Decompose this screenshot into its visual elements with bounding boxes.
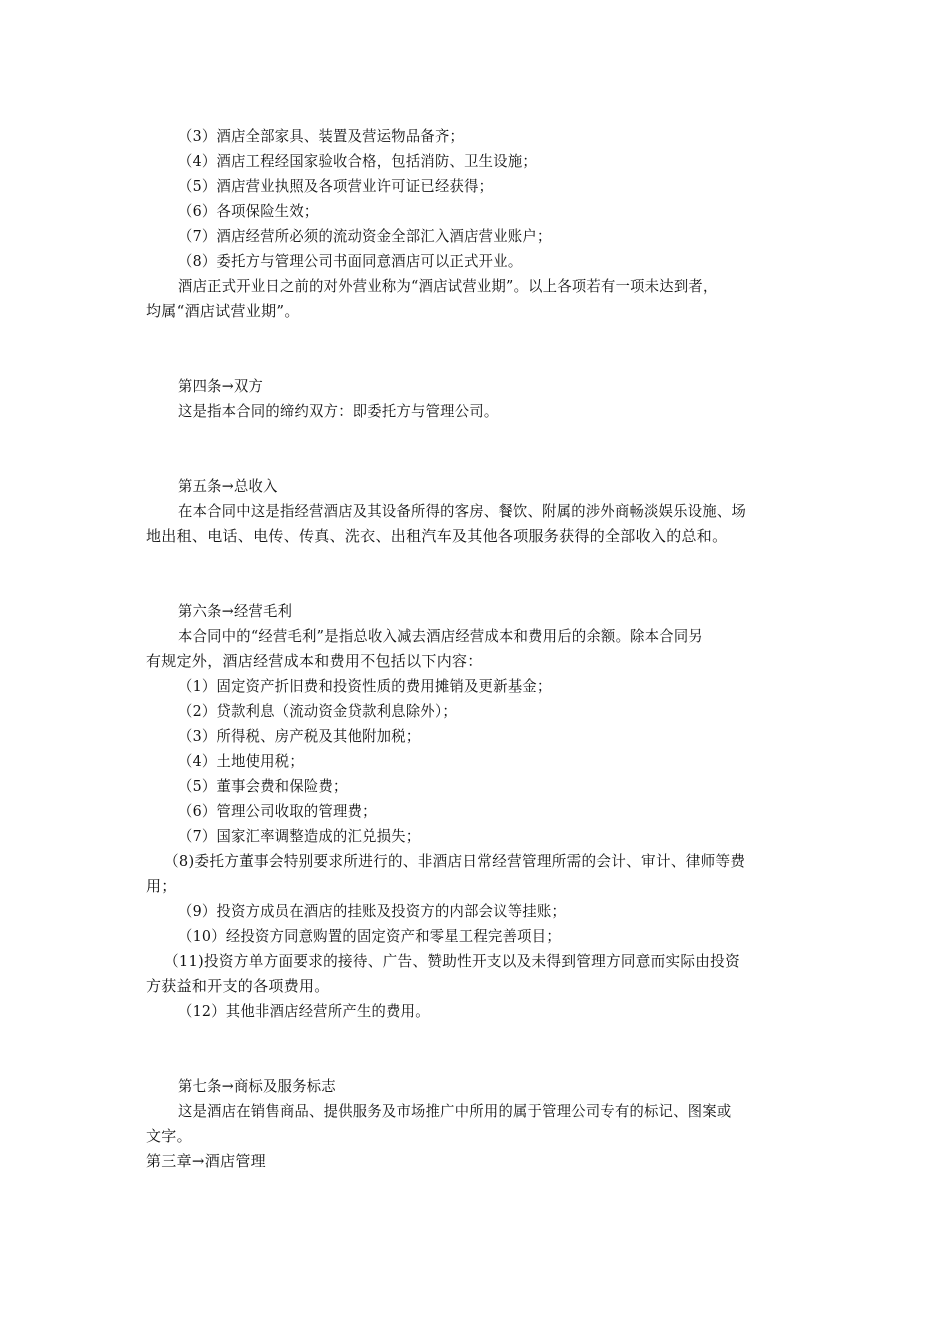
article-5-heading: 第五条→总收入 xyxy=(178,477,278,495)
article-4-body: 这是指本合同的缔约双方：即委托方与管理公司。 xyxy=(178,402,499,420)
trial-period-paragraph-line-2: 均属“酒店试营业期”。 xyxy=(146,302,300,320)
article-5-body-line-2: 地出租、电话、电传、传真、洗衣、出租汽车及其他各项服务获得的全部收入的总和。 xyxy=(146,527,728,545)
exclusion-item-2: （2）贷款利息（流动资金贷款利息除外）； xyxy=(178,702,457,720)
article-6-intro-line-2: 有规定外，酒店经营成本和费用不包括以下内容： xyxy=(146,652,483,670)
article-5-body-line-1: 在本合同中这是指经营酒店及其设备所得的客房、餐饮、附属的涉外商畅淡娱乐设施、场 xyxy=(178,502,747,520)
condition-item-3: （3）酒店全部家具、装置及营运物品备齐； xyxy=(178,127,465,145)
exclusion-item-7: （7）国家汇率调整造成的汇兑损失； xyxy=(178,827,421,845)
exclusion-item-6: （6）管理公司收取的管理费； xyxy=(178,802,377,820)
article-7-body-line-2: 文字。 xyxy=(146,1127,192,1145)
exclusion-item-8-line-1: （8)委托方董事会特别要求所进行的、非酒店日常经营管理所需的会计、审计、律师等费 xyxy=(164,852,746,870)
condition-item-4: （4）酒店工程经国家验收合格，包括消防、卫生设施； xyxy=(178,152,537,170)
condition-item-8: （8）委托方与管理公司书面同意酒店可以正式开业。 xyxy=(178,252,523,270)
condition-item-5: （5）酒店营业执照及各项营业许可证已经获得； xyxy=(178,177,494,195)
trial-period-paragraph-line-1: 酒店正式开业日之前的对外营业称为“酒店试营业期”。以上各项若有一项未达到者， xyxy=(178,277,718,295)
exclusion-item-11-line-1: （11)投资方单方面要求的接待、广告、赞助性开支以及未得到管理方同意而实际由投资 xyxy=(164,952,740,970)
article-6-intro-line-1: 本合同中的“经营毛利”是指总收入减去酒店经营成本和费用后的余额。除本合同另 xyxy=(178,627,703,645)
exclusion-item-4: （4）土地使用税； xyxy=(178,752,304,770)
article-7-heading: 第七条→商标及服务标志 xyxy=(178,1077,336,1095)
article-6-heading: 第六条→经营毛利 xyxy=(178,602,293,620)
exclusion-item-8-line-2: 用； xyxy=(146,877,177,895)
exclusion-item-1: （1）固定资产折旧费和投资性质的费用摊销及更新基金； xyxy=(178,677,552,695)
condition-item-7: （7）酒店经营所必须的流动资金全部汇入酒店营业账户； xyxy=(178,227,552,245)
article-7-body-line-1: 这是酒店在销售商品、提供服务及市场推广中所用的属于管理公司专有的标记、图案或 xyxy=(178,1102,732,1120)
chapter-3-heading: 第三章→酒店管理 xyxy=(146,1152,266,1170)
article-4-heading: 第四条→双方 xyxy=(178,377,264,395)
exclusion-item-12: （12）其他非酒店经营所产生的费用。 xyxy=(178,1002,430,1020)
exclusion-item-11-line-2: 方获益和开支的各项费用。 xyxy=(146,977,330,995)
exclusion-item-5: （5）董事会费和保险费； xyxy=(178,777,348,795)
condition-item-6: （6）各项保险生效； xyxy=(178,202,319,220)
exclusion-item-10: （10）经投资方同意购置的固定资产和零星工程完善项目； xyxy=(178,927,561,945)
exclusion-item-9: （9）投资方成员在酒店的挂账及投资方的内部会议等挂账； xyxy=(178,902,567,920)
exclusion-item-3: （3）所得税、房产税及其他附加税； xyxy=(178,727,421,745)
